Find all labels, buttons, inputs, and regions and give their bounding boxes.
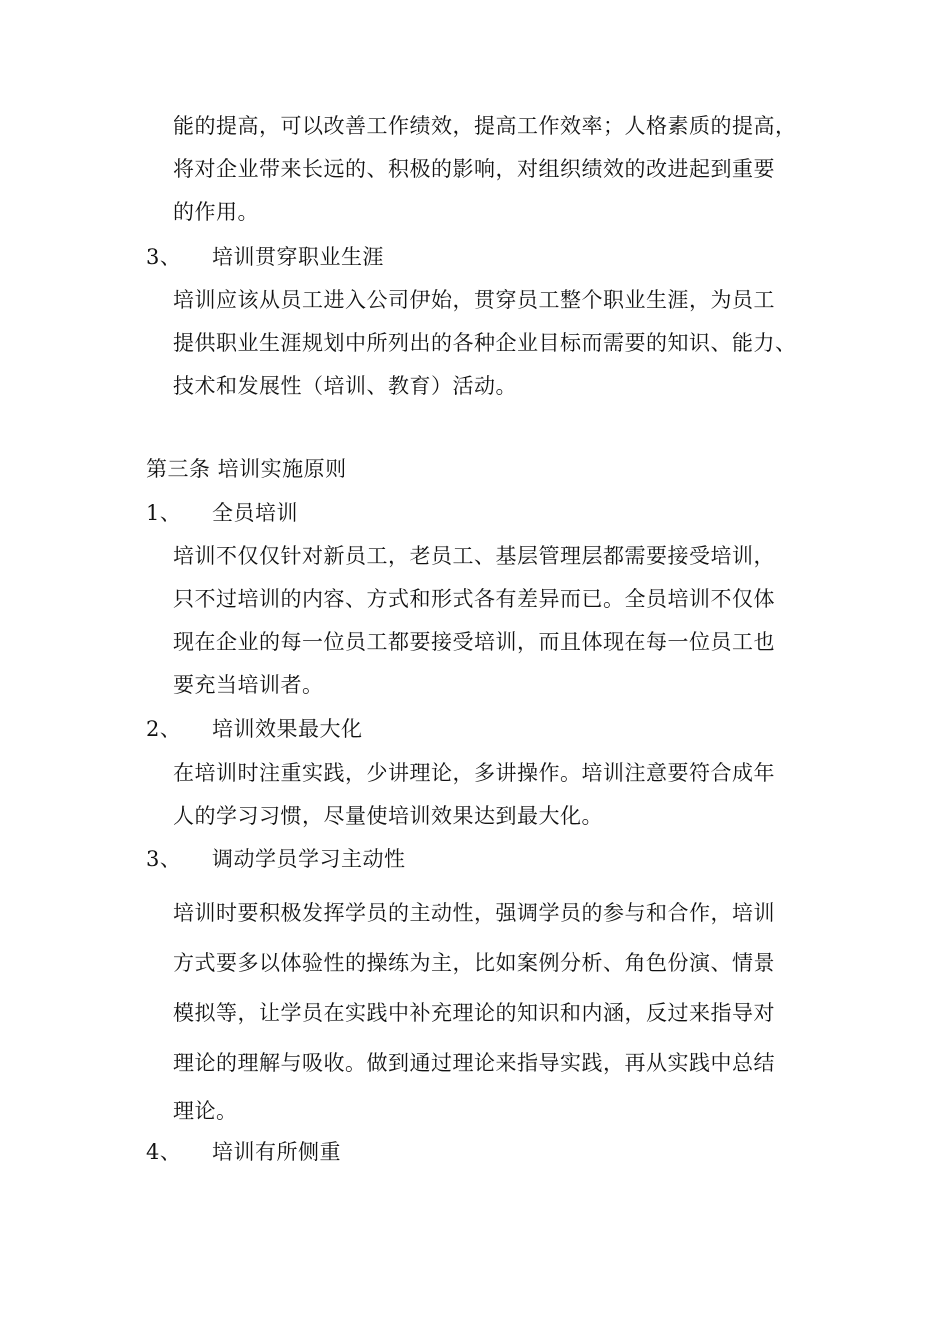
list-item-number: 3、 [146,245,182,269]
list-item-heading [146,243,384,271]
paragraph-line: 技术和发展性（培训、教育）活动。 [173,374,517,398]
list-item-title: 全员培训 [212,501,298,525]
paragraph-line: 现在企业的每一位员工都要接受培训，而且体现在每一位员工也 [173,630,775,654]
paragraph-line: 培训时要积极发挥学员的主动性，强调学员的参与和合作，培训 [173,901,775,925]
paragraph-line: 培训不仅仅针对新员工，老员工、基层管理层都需要接受培训， [173,544,775,568]
list-item-title: 调动学员学习主动性 [212,847,406,871]
paragraph-line: 培训应该从员工进入公司伊始，贯穿员工整个职业生涯，为员工 [173,288,775,312]
list-item-number: 3、 [146,847,182,871]
list-item-title: 培训效果最大化 [212,717,363,741]
paragraph-line: 将对企业带来长远的、积极的影响，对组织绩效的改进起到重要 [173,157,775,181]
list-item-title: 培训贯穿职业生涯 [212,245,384,269]
paragraph-line: 只不过培训的内容、方式和形式各有差异而已。全员培训不仅体 [173,587,775,611]
paragraph-line: 人的学习习惯，尽量使培训效果达到最大化。 [173,804,603,828]
section-title: 第三条 培训实施原则 [146,457,347,481]
list-item-heading [146,845,406,873]
list-item-number: 1、 [146,501,182,525]
paragraph-line: 模拟等，让学员在实践中补充理论的知识和内涵，反过来指导对 [173,1001,775,1025]
paragraph-line: 理论。 [173,1099,238,1123]
list-item-number: 4、 [146,1140,182,1164]
list-item-heading [146,715,363,743]
paragraph-line: 的作用。 [173,200,259,224]
paragraph-line: 理论的理解与吸收。做到通过理论来指导实践，再从实践中总结 [173,1051,775,1075]
paragraph-line: 能的提高，可以改善工作绩效，提高工作效率；人格素质的提高， [173,114,797,138]
list-item-title: 培训有所侧重 [212,1140,341,1164]
paragraph-line: 方式要多以体验性的操练为主，比如案例分析、角色份演、情景 [173,951,775,975]
list-item-heading [146,499,298,527]
list-item-number: 2、 [146,717,182,741]
list-item-heading [146,1138,341,1166]
paragraph-line: 要充当培训者。 [173,673,324,697]
paragraph-line: 在培训时注重实践，少讲理论，多讲操作。培训注意要符合成年 [173,761,775,785]
paragraph-line: 提供职业生涯规划中所列出的各种企业目标而需要的知识、能力、 [173,331,797,355]
